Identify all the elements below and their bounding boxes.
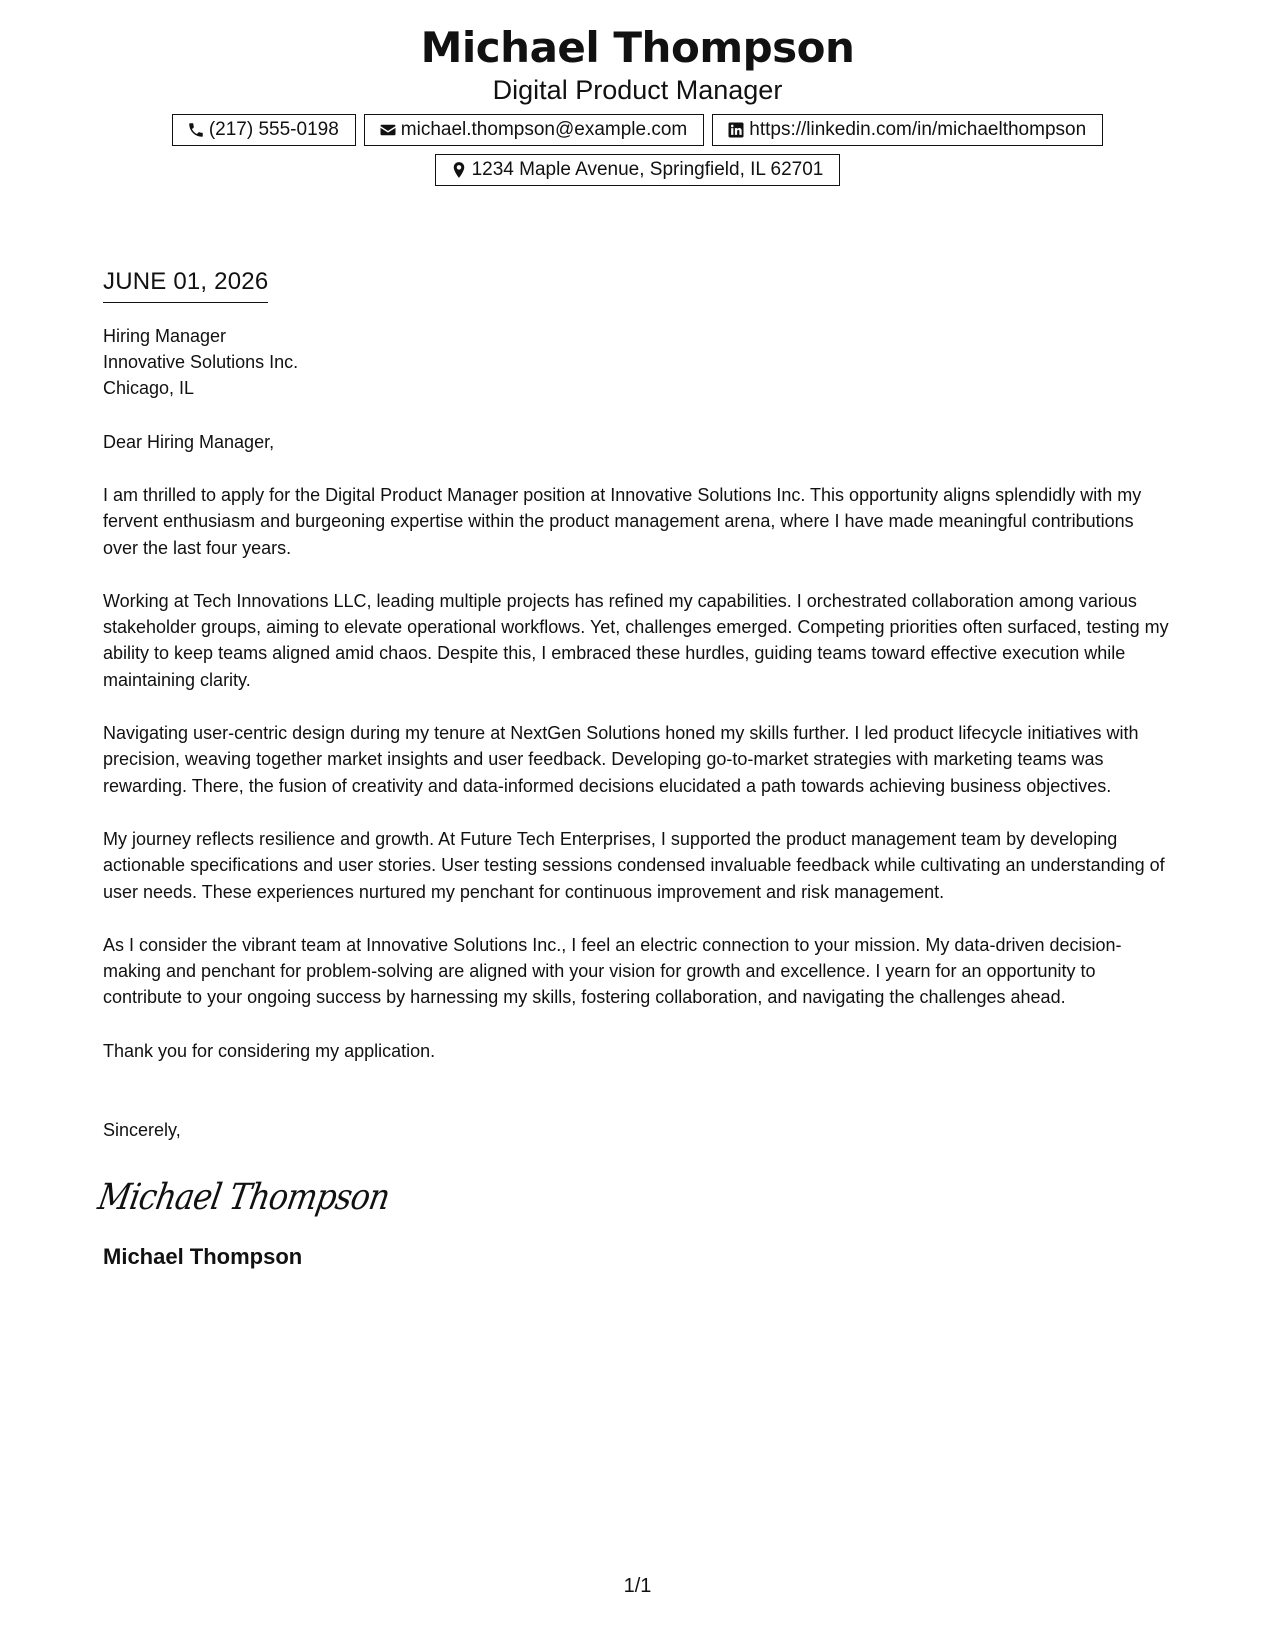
closing: Sincerely, <box>103 1120 181 1141</box>
applicant-title: Digital Product Manager <box>492 75 783 105</box>
paragraph: Working at Tech Innovations LLC, leading multiple projects has refined my capabilities. I orchestrated collaboration among various stakeholder groups, aiming to elevate operational workflows. Yet, challenges emerged. Competing priorities often surfaced, testing my ability to keep teams aligned amid chaos. Despite this, I embraced these hurdles, guiding teams toward effective execution while maintaining clarity. <box>103 590 1169 690</box>
phone-chip[interactable] <box>172 114 356 146</box>
map-marker-icon <box>450 161 468 179</box>
paragraph: As I consider the vibrant team at Innovative Solutions Inc., I feel an electric connection to your mission. My data-driven decision-making and penchant for problem-solving are aligned with your vision for growth and excellence. I yearn for an opportunity to contribute to your ongoing success by harnessing my skills, fostering collaboration, and navigating the challenges ahead. <box>103 934 1122 1008</box>
recipient-name: Hiring Manager <box>103 326 227 346</box>
phone-icon <box>187 121 205 139</box>
address-chip[interactable] <box>435 154 841 186</box>
letter-header <box>0 22 1275 186</box>
email-text: michael.thompson@example.com <box>400 119 688 140</box>
contact-row-primary <box>0 114 1275 146</box>
address-text: 1234 Maple Avenue, Springfield, IL 62701 <box>471 159 824 180</box>
paragraph: I am thrilled to apply for the Digital Product Manager position at Innovative Solutions Inc. This opportunity aligns splendidly with my fervent enthusiasm and burgeoning expertise within the product management arena, where I have made meaningful contributions over the last four years. <box>103 485 1142 558</box>
linkedin-text: https://linkedin.com/in/michaelthompson <box>749 119 1087 140</box>
recipient-company: Innovative Solutions Inc. <box>103 352 299 372</box>
contact-row-secondary <box>0 154 1275 186</box>
letter-date: JUNE 01, 2026 <box>103 266 268 303</box>
page-number: 1/1 <box>623 1575 652 1597</box>
phone-text: (217) 555-0198 <box>208 119 339 140</box>
signed-name: Michael Thompson <box>103 1244 303 1270</box>
letter-body <box>95 266 1173 1271</box>
svg-text:Michael Thompson: Michael Thompson <box>95 1175 434 1218</box>
handwritten-signature <box>95 1173 434 1221</box>
linkedin-icon <box>727 121 745 139</box>
applicant-name: Michael Thompson <box>420 23 855 72</box>
recipient-location: Chicago, IL <box>103 378 195 398</box>
envelope-icon <box>379 121 397 139</box>
email-chip[interactable] <box>364 114 704 146</box>
paragraph: Thank you for considering my application. <box>103 1040 436 1061</box>
paragraph: Navigating user-centric design during my tenure at NextGen Solutions honed my skills further. I led product lifecycle initiatives with precision, weaving together market insights and user feedback. Developing go-to-market strategies with marketing teams was rewarding. There, the fusion of creativity and data-informed decisions elucidated a path towards achieving business objectives. <box>103 723 1139 796</box>
linkedin-chip[interactable] <box>712 114 1103 146</box>
greeting: Dear Hiring Manager, <box>103 432 275 452</box>
paragraph: My journey reflects resilience and growth. At Future Tech Enterprises, I supported the product management team by developing actionable specifications and user stories. User testing sessions condensed invaluable feedback while cultivating an understanding of user needs. These experiences nurtured my penchant for continuous improvement and risk management. <box>103 828 1165 902</box>
recipient-block <box>103 323 1173 401</box>
